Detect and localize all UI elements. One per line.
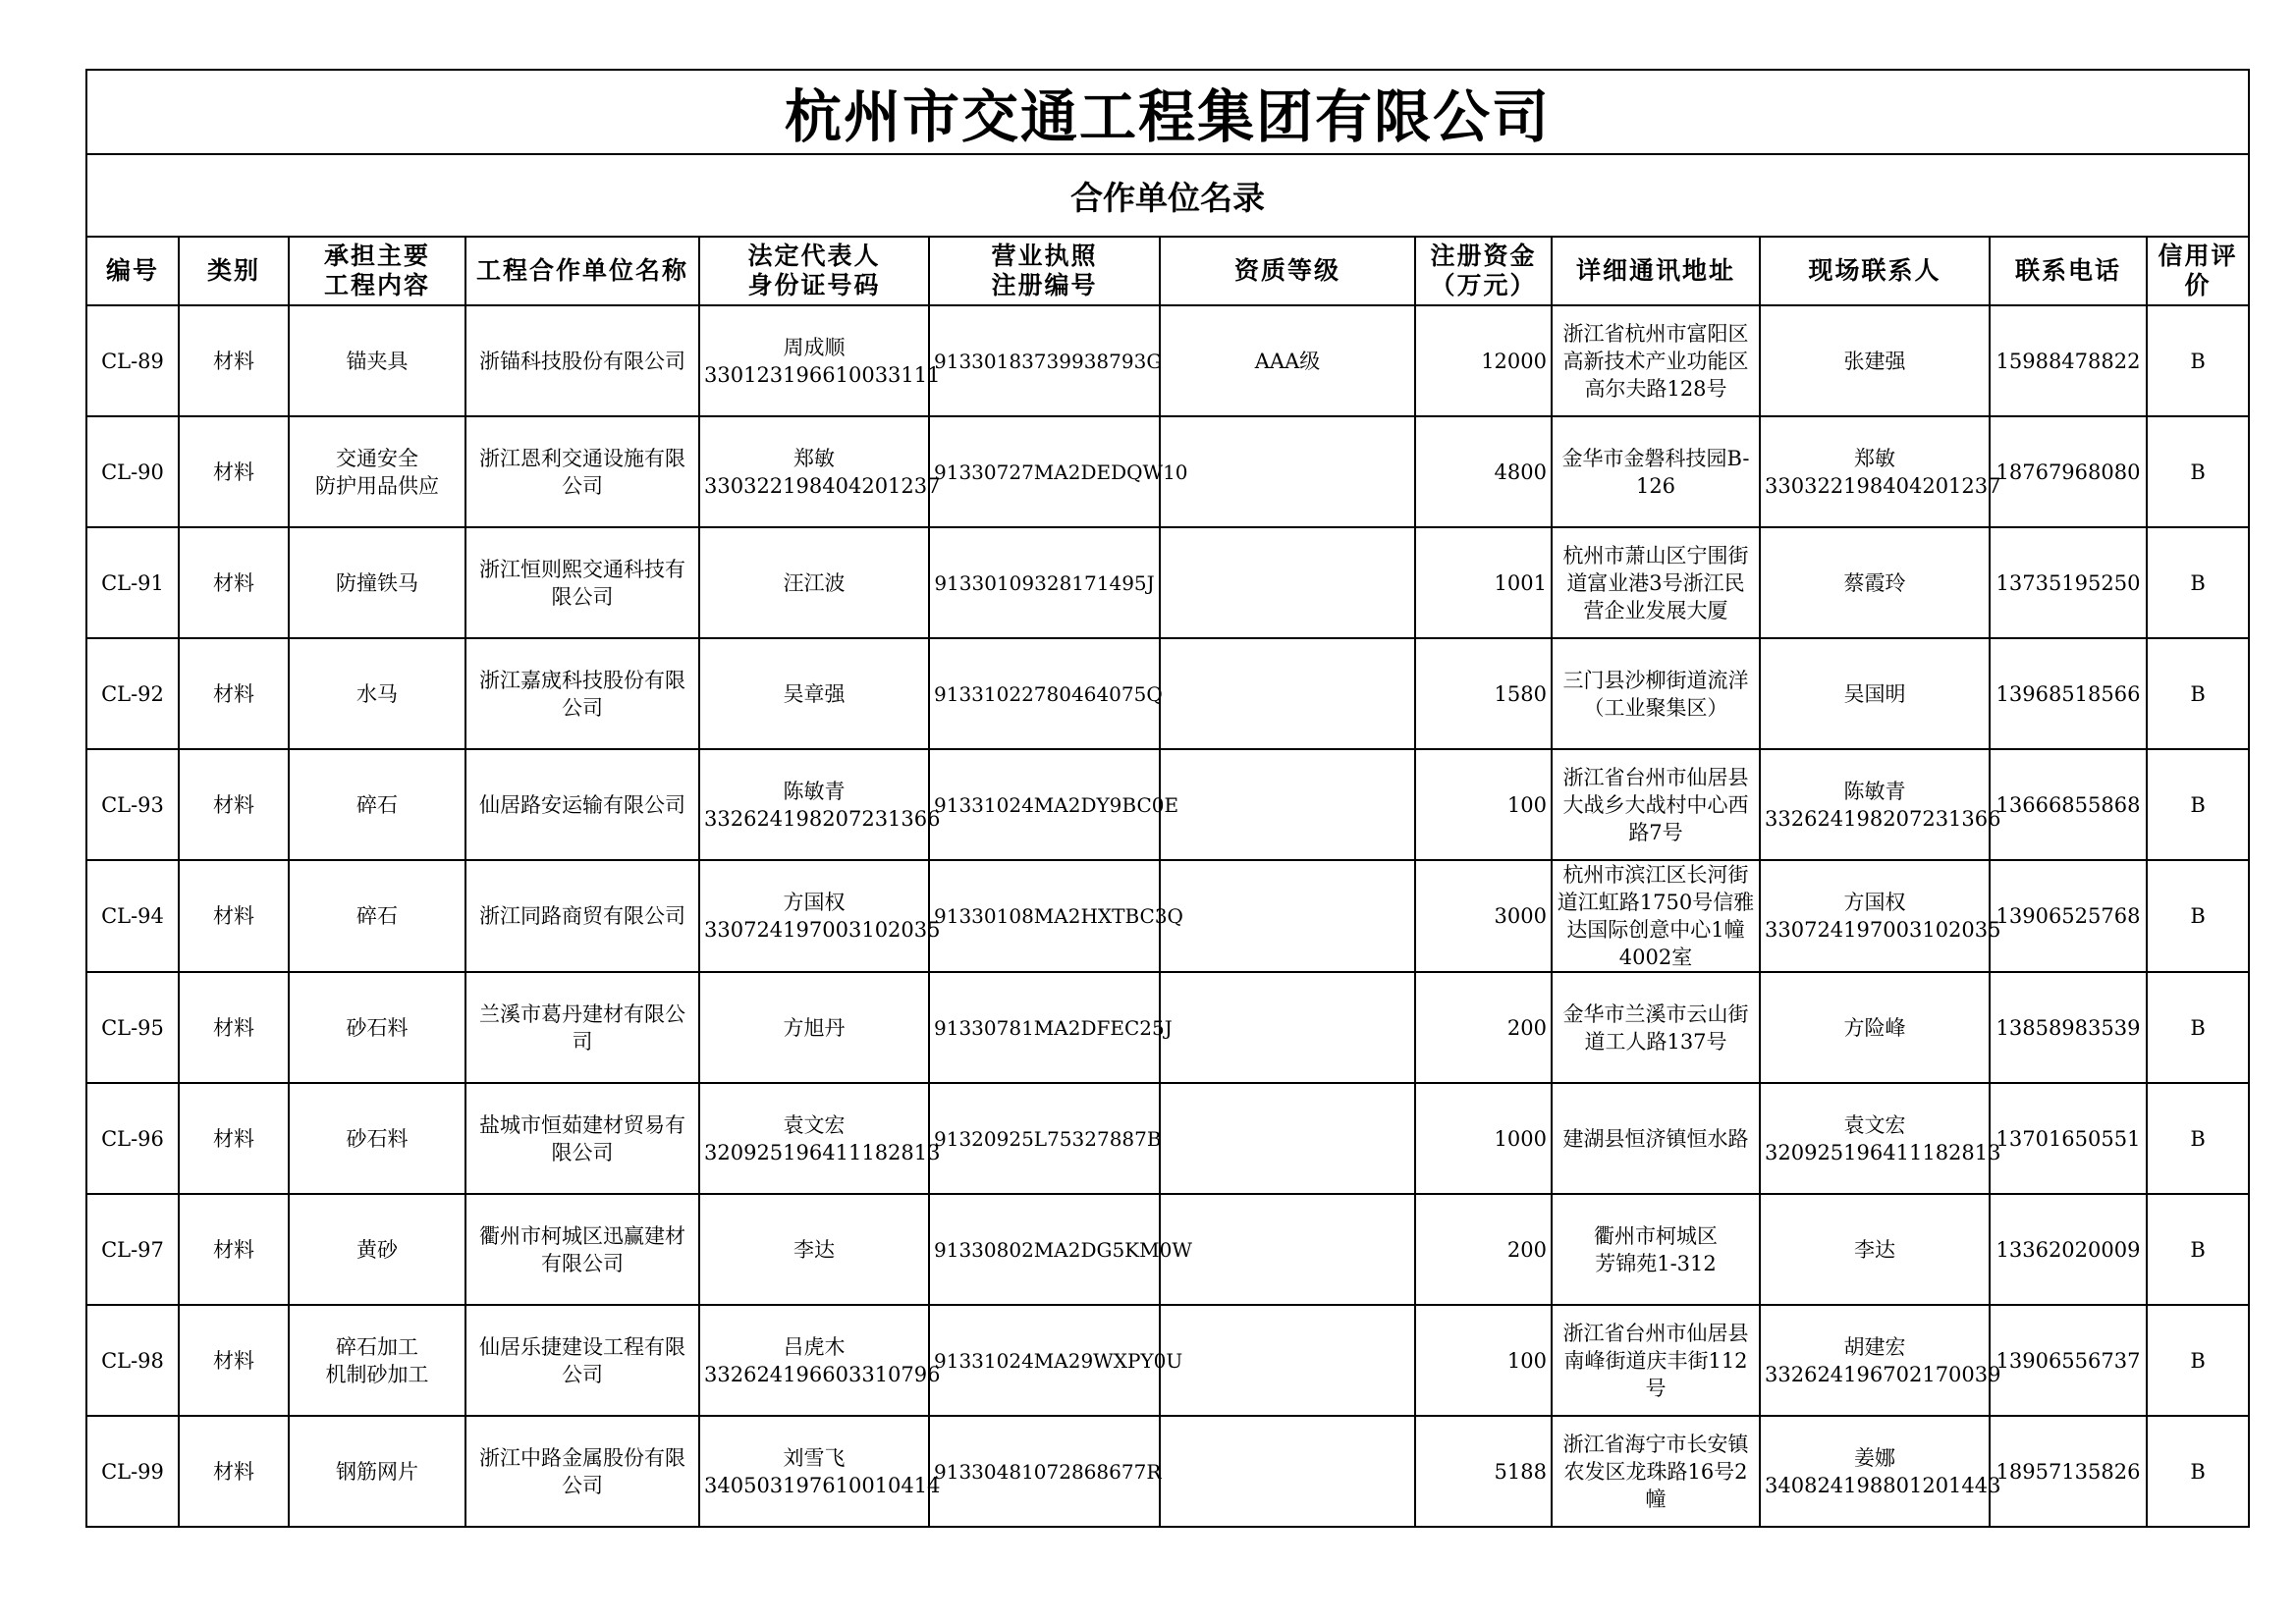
table-row (86, 305, 2249, 416)
col-header-contact: 现场联系人 (1760, 237, 1990, 305)
cell-qualification (1160, 749, 1415, 860)
cell-id: CL-89 (86, 305, 179, 416)
cell-qualification (1160, 1194, 1415, 1305)
company-title: 杭州市交通工程集团有限公司 (86, 70, 2249, 154)
cell-capital: 200 (1415, 972, 1552, 1083)
cell-license: 91330183739938793G (929, 305, 1160, 416)
cell-id: CL-90 (86, 416, 179, 527)
cell-category: 材料 (179, 527, 289, 638)
cell-legal-rep: 袁文宏 320925196411182813 (699, 1083, 929, 1194)
cell-contact: 方险峰 (1760, 972, 1990, 1083)
cell-work: 黄砂 (289, 1194, 465, 1305)
column-header-row (86, 237, 2249, 305)
cell-company: 浙锚科技股份有限公司 (465, 305, 699, 416)
cell-credit: B (2147, 1305, 2249, 1416)
cell-phone: 13858983539 (1990, 972, 2147, 1083)
cell-credit: B (2147, 972, 2249, 1083)
cell-legal-rep: 汪江波 (699, 527, 929, 638)
table-row (86, 1083, 2249, 1194)
cell-work: 钢筋网片 (289, 1416, 465, 1527)
cell-company: 浙江同路商贸有限公司 (465, 860, 699, 972)
cell-qualification (1160, 972, 1415, 1083)
cell-address: 浙江省杭州市富阳区高新技术产业功能区高尔夫路128号 (1552, 305, 1760, 416)
cell-address: 金华市兰溪市云山街道工人路137号 (1552, 972, 1760, 1083)
cell-credit: B (2147, 416, 2249, 527)
cell-legal-rep: 刘雪飞 340503197610010414 (699, 1416, 929, 1527)
cell-phone: 13735195250 (1990, 527, 2147, 638)
cell-address: 建湖县恒济镇恒水路 (1552, 1083, 1760, 1194)
cell-capital: 3000 (1415, 860, 1552, 972)
cell-id: CL-99 (86, 1416, 179, 1527)
cell-phone: 13906525768 (1990, 860, 2147, 972)
cell-company: 浙江恩利交通设施有限公司 (465, 416, 699, 527)
table-row (86, 749, 2249, 860)
cell-legal-rep: 吕虎木 332624196603310796 (699, 1305, 929, 1416)
col-header-phone: 联系电话 (1990, 237, 2147, 305)
cell-company: 兰溪市葛丹建材有限公司 (465, 972, 699, 1083)
directory-sheet (85, 69, 2248, 1528)
cell-contact: 陈敏青 332624198207231366 (1760, 749, 1990, 860)
cell-id: CL-93 (86, 749, 179, 860)
cell-category: 材料 (179, 638, 289, 749)
cell-capital: 4800 (1415, 416, 1552, 527)
cell-contact: 蔡霞玲 (1760, 527, 1990, 638)
cell-license: 91330109328171495J (929, 527, 1160, 638)
cell-phone: 18767968080 (1990, 416, 2147, 527)
cell-credit: B (2147, 1194, 2249, 1305)
cell-work: 砂石料 (289, 972, 465, 1083)
cell-company: 浙江嘉宬科技股份有限公司 (465, 638, 699, 749)
cell-credit: B (2147, 305, 2249, 416)
cell-id: CL-91 (86, 527, 179, 638)
cell-company: 仙居路安运输有限公司 (465, 749, 699, 860)
table-row (86, 638, 2249, 749)
cell-category: 材料 (179, 860, 289, 972)
cell-id: CL-97 (86, 1194, 179, 1305)
cell-qualification (1160, 1305, 1415, 1416)
cell-legal-rep: 方旭丹 (699, 972, 929, 1083)
table-row (86, 1416, 2249, 1527)
cell-work: 锚夹具 (289, 305, 465, 416)
cell-license: 91330481072868677R (929, 1416, 1160, 1527)
partner-directory-table (85, 69, 2250, 1528)
cell-legal-rep: 李达 (699, 1194, 929, 1305)
cell-legal-rep: 陈敏青 332624198207231366 (699, 749, 929, 860)
cell-qualification: AAA级 (1160, 305, 1415, 416)
cell-legal-rep: 吴章强 (699, 638, 929, 749)
table-row (86, 416, 2249, 527)
cell-contact: 袁文宏 320925196411182813 (1760, 1083, 1990, 1194)
cell-contact: 姜娜 340824198801201443 (1760, 1416, 1990, 1527)
cell-qualification (1160, 1083, 1415, 1194)
cell-license: 91320925L75327887B (929, 1083, 1160, 1194)
cell-capital: 100 (1415, 1305, 1552, 1416)
cell-company: 浙江恒则熙交通科技有限公司 (465, 527, 699, 638)
cell-qualification (1160, 1416, 1415, 1527)
cell-address: 浙江省台州市仙居县大战乡大战村中心西路7号 (1552, 749, 1760, 860)
cell-address: 杭州市滨江区长河街道江虹路1750号信雅达国际创意中心1幢4002室 (1552, 860, 1760, 972)
col-header-capital: 注册资金 （万元） (1415, 237, 1552, 305)
cell-work: 砂石料 (289, 1083, 465, 1194)
cell-category: 材料 (179, 1083, 289, 1194)
cell-contact: 方国权 330724197003102035 (1760, 860, 1990, 972)
cell-credit: B (2147, 860, 2249, 972)
cell-phone: 13701650551 (1990, 1083, 2147, 1194)
cell-capital: 100 (1415, 749, 1552, 860)
cell-id: CL-96 (86, 1083, 179, 1194)
cell-contact: 吴国明 (1760, 638, 1990, 749)
cell-address: 浙江省海宁市长安镇农发区龙珠路16号2幢 (1552, 1416, 1760, 1527)
col-header-id: 编号 (86, 237, 179, 305)
col-header-credit: 信用评价 (2147, 237, 2249, 305)
cell-address: 衢州市柯城区 芳锦苑1-312 (1552, 1194, 1760, 1305)
col-header-qualification: 资质等级 (1160, 237, 1415, 305)
cell-work: 碎石 (289, 860, 465, 972)
table-row (86, 527, 2249, 638)
cell-credit: B (2147, 1416, 2249, 1527)
directory-subtitle: 合作单位名录 (86, 154, 2249, 237)
cell-id: CL-95 (86, 972, 179, 1083)
cell-license: 91330108MA2HXTBC3Q (929, 860, 1160, 972)
col-header-legal-rep: 法定代表人 身份证号码 (699, 237, 929, 305)
cell-license: 91330781MA2DFEC25J (929, 972, 1160, 1083)
col-header-category: 类别 (179, 237, 289, 305)
cell-capital: 5188 (1415, 1416, 1552, 1527)
cell-id: CL-98 (86, 1305, 179, 1416)
cell-address: 三门县沙柳街道流洋（工业聚集区） (1552, 638, 1760, 749)
cell-address: 杭州市萧山区宁围街道富业港3号浙江民营企业发展大厦 (1552, 527, 1760, 638)
cell-capital: 1580 (1415, 638, 1552, 749)
cell-qualification (1160, 416, 1415, 527)
cell-license: 91331022780464075Q (929, 638, 1160, 749)
cell-contact: 张建强 (1760, 305, 1990, 416)
cell-category: 材料 (179, 749, 289, 860)
cell-id: CL-92 (86, 638, 179, 749)
cell-address: 金华市金磐科技园B-126 (1552, 416, 1760, 527)
table-row (86, 860, 2249, 972)
cell-phone: 18957135826 (1990, 1416, 2147, 1527)
cell-license: 91331024MA29WXPY0U (929, 1305, 1160, 1416)
cell-credit: B (2147, 638, 2249, 749)
cell-category: 材料 (179, 972, 289, 1083)
cell-capital: 12000 (1415, 305, 1552, 416)
cell-credit: B (2147, 1083, 2249, 1194)
cell-capital: 1000 (1415, 1083, 1552, 1194)
table-row (86, 972, 2249, 1083)
col-header-company: 工程合作单位名称 (465, 237, 699, 305)
cell-contact: 李达 (1760, 1194, 1990, 1305)
cell-contact: 郑敏 330322198404201237 (1760, 416, 1990, 527)
table-row (86, 1305, 2249, 1416)
cell-capital: 1001 (1415, 527, 1552, 638)
cell-legal-rep: 周成顺 330123196610033111 (699, 305, 929, 416)
cell-category: 材料 (179, 305, 289, 416)
cell-license: 91330727MA2DEDQW10 (929, 416, 1160, 527)
cell-work: 水马 (289, 638, 465, 749)
cell-company: 衢州市柯城区迅赢建材有限公司 (465, 1194, 699, 1305)
cell-phone: 13666855868 (1990, 749, 2147, 860)
col-header-address: 详细通讯地址 (1552, 237, 1760, 305)
cell-phone: 15988478822 (1990, 305, 2147, 416)
cell-category: 材料 (179, 1194, 289, 1305)
cell-phone: 13906556737 (1990, 1305, 2147, 1416)
cell-qualification (1160, 527, 1415, 638)
col-header-work: 承担主要 工程内容 (289, 237, 465, 305)
cell-license: 91331024MA2DY9BC0E (929, 749, 1160, 860)
cell-company: 仙居乐捷建设工程有限公司 (465, 1305, 699, 1416)
cell-legal-rep: 方国权 330724197003102035 (699, 860, 929, 972)
cell-address: 浙江省台州市仙居县南峰街道庆丰街112号 (1552, 1305, 1760, 1416)
table-row (86, 1194, 2249, 1305)
cell-phone: 13968518566 (1990, 638, 2147, 749)
cell-qualification (1160, 638, 1415, 749)
cell-id: CL-94 (86, 860, 179, 972)
cell-category: 材料 (179, 1416, 289, 1527)
cell-work: 交通安全 防护用品供应 (289, 416, 465, 527)
col-header-license: 营业执照 注册编号 (929, 237, 1160, 305)
cell-work: 防撞铁马 (289, 527, 465, 638)
cell-phone: 13362020009 (1990, 1194, 2147, 1305)
cell-capital: 200 (1415, 1194, 1552, 1305)
cell-company: 浙江中路金属股份有限公司 (465, 1416, 699, 1527)
cell-work: 碎石加工 机制砂加工 (289, 1305, 465, 1416)
cell-work: 碎石 (289, 749, 465, 860)
cell-credit: B (2147, 527, 2249, 638)
cell-company: 盐城市恒茹建材贸易有限公司 (465, 1083, 699, 1194)
cell-credit: B (2147, 749, 2249, 860)
cell-category: 材料 (179, 416, 289, 527)
cell-qualification (1160, 860, 1415, 972)
cell-contact: 胡建宏 332624196702170039 (1760, 1305, 1990, 1416)
cell-legal-rep: 郑敏 330322198404201237 (699, 416, 929, 527)
cell-license: 91330802MA2DG5KM0W (929, 1194, 1160, 1305)
cell-category: 材料 (179, 1305, 289, 1416)
